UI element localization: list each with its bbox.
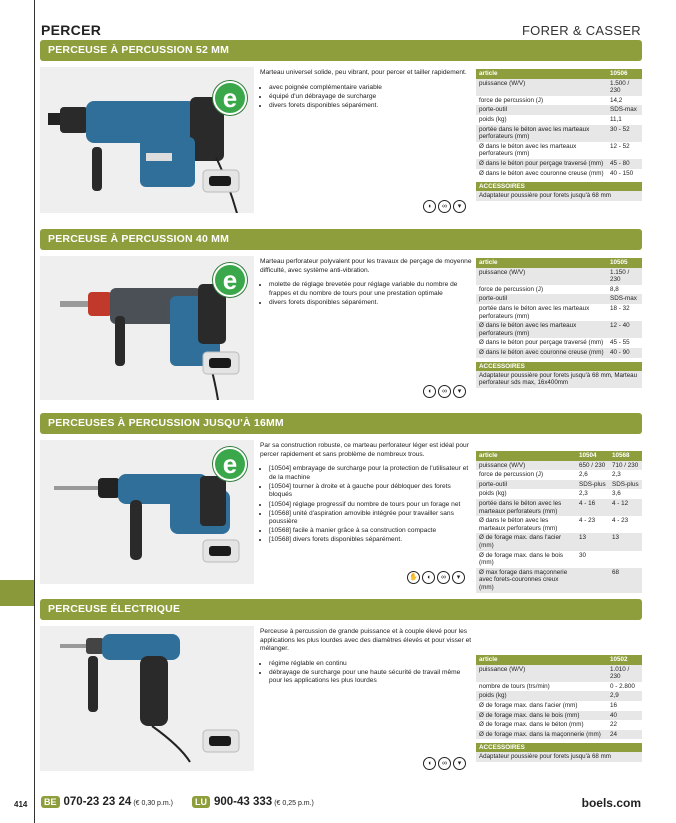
product-description <box>260 628 475 687</box>
accessories-title: ACCESSOIRES <box>476 362 642 371</box>
feature-item: • débrayage de surcharge pour une haute sécurité de travail même pour les applications les plus lourdes <box>269 669 475 686</box>
product-section-40mm <box>40 229 642 401</box>
category-title: PERCER <box>41 22 102 38</box>
spec-row: Ø dans le béton pour perçage traversé (mm) 45 - 80 <box>476 159 642 169</box>
spec-table <box>476 258 642 388</box>
spec-row: puissance (W/V) 1.500 / 230 <box>476 79 642 96</box>
spec-table <box>476 69 642 201</box>
accessories-text: Adaptateur poussière pour forets jusqu'à 68 mm, Marteau perforateur sds max, 16x400mm <box>476 371 642 388</box>
accessories-box <box>476 743 642 762</box>
section-title: PERCEUSE À PERCUSSION 52 MM <box>40 40 642 61</box>
spec-row: Ø de forage max. dans le bois (mm) 30 <box>479 551 587 567</box>
spec-row: Ø de forage max. dans l'acier (mm) 13 13 <box>476 533 642 550</box>
spec-row: Ø de forage max. dans l'acier (mm) 16 <box>479 701 618 709</box>
be-phone[interactable]: 070-23 23 24 <box>63 796 132 808</box>
accessories-box <box>476 362 642 388</box>
spec-row: poids (kg) 2,3 3,6 <box>479 490 621 498</box>
eco-badge: e <box>213 447 247 481</box>
spec-row: Ø dans le béton avec les marteaux perforateurs (mm) 12 - 40 <box>476 321 642 338</box>
goggles-icon: ∞ <box>438 385 451 398</box>
feature-item: • [10568] divers forets disponibles séparément. <box>269 536 472 545</box>
eco-badge: e <box>213 263 247 297</box>
feature-item: • [10504] réglage progressif du nombre de tours pour un forage net <box>269 501 472 510</box>
spec-row: Ø dans le béton avec les marteaux perforateurs (mm) 12 - 52 <box>479 142 630 158</box>
product-image-box <box>40 626 254 771</box>
goggles-icon: ∞ <box>437 571 450 584</box>
description-intro: Perceuse à percussion de grande puissance et à couple élevé pour les applications les plus lourdes avec des diamètres élevés et pour visser et mélanger. <box>260 628 472 653</box>
hand-icon: ✋ <box>407 571 420 584</box>
description-intro: Marteau universel solide, peu vibrant, pour percer et tailler rapidement. <box>260 69 467 76</box>
product-section-52mm <box>40 40 642 218</box>
feature-item: • régime réglable en continu <box>269 660 475 669</box>
safety-icons <box>407 571 465 584</box>
accessories-title: ACCESSOIRES <box>476 743 642 752</box>
feature-list <box>260 465 472 545</box>
lu-badge: LU <box>192 796 210 808</box>
feature-list <box>260 84 475 111</box>
spec-row: portée dans le béton avec les marteaux perforateurs (mm) 30 - 52 <box>476 125 642 142</box>
ear-protection-icon: ◖ <box>423 385 436 398</box>
feature-item: • molette de réglage brevetée pour réglage variable du nombre de frappes et du nombre de tours pour une prestation optimale <box>269 281 475 298</box>
spec-row: puissance (W/V) 650 / 230 710 / 230 <box>476 461 642 471</box>
eco-badge: e <box>213 81 247 115</box>
feature-item: • divers forets disponibles séparément. <box>269 299 475 308</box>
left-margin-rule <box>34 0 35 823</box>
spec-row: puissance (W/V) 1.010 / 230 <box>476 665 642 682</box>
belgium-contact <box>41 796 173 808</box>
spec-row: Ø de forage max. dans le béton (mm) 22 <box>479 721 618 729</box>
product-section-electric-drill <box>40 599 642 779</box>
accessories-title: ACCESSOIRES <box>476 182 642 191</box>
feature-item: • avec poignée complémentaire variable <box>269 84 475 93</box>
spec-row: Ø dans le béton avec couronne creuse (mm) 40 - 90 <box>476 348 642 358</box>
spec-header-row: article 10504 10568 <box>476 451 642 461</box>
spec-row: porte-outil SDS-plus SDS-plus <box>476 480 642 490</box>
spec-row: Ø max forage dans maçonnerie avec forets-couronnes creux (mm) 68 <box>476 568 642 593</box>
lu-rate: (€ 0,25 p.m.) <box>274 800 314 807</box>
spec-table <box>476 655 642 762</box>
website-link[interactable]: boels.com <box>581 796 641 810</box>
goggles-icon: ∞ <box>438 757 451 770</box>
spec-row: Ø dans le béton avec couronne creuse (mm) 40 - 150 <box>479 169 634 177</box>
spec-row: portée dans le béton avec les marteaux perforateurs (mm) 18 - 32 <box>479 304 630 320</box>
accessories-text: Adaptateur poussière pour forets jusqu'à 68 mm <box>476 752 642 762</box>
feature-item: • équipé d'un débrayage de surcharge <box>269 93 475 102</box>
feature-item: • [10568] facile à manier grâce à sa construction compacte <box>269 527 472 536</box>
impact-drill-image <box>40 626 254 771</box>
spec-row: Ø de forage max. dans le bois (mm) 40 <box>476 711 642 721</box>
spec-row: force de percussion (J) 2,6 2,3 <box>479 471 621 479</box>
product-description <box>260 442 472 546</box>
be-rate: (€ 0,30 p.m.) <box>133 800 173 807</box>
mask-icon: ▾ <box>453 757 466 770</box>
spec-row: porte-outil SDS-max <box>476 105 642 115</box>
mask-icon: ▾ <box>452 571 465 584</box>
chapter-tab <box>0 580 34 606</box>
accessories-text: Adaptateur poussière pour forets jusqu'à 68 mm <box>476 191 642 201</box>
page-footer <box>0 795 676 813</box>
accessories-box <box>476 182 642 201</box>
feature-item: • divers forets disponibles séparément. <box>269 102 475 111</box>
lu-phone[interactable]: 900-43 333 <box>214 796 273 808</box>
ear-protection-icon: ◖ <box>423 757 436 770</box>
product-description <box>260 258 475 308</box>
section-title: PERCEUSE À PERCUSSION 40 MM <box>40 229 642 250</box>
spec-header-row: article 10505 <box>476 258 642 268</box>
page-header <box>41 22 641 40</box>
spec-row: portée dans le béton avec les marteaux perforateurs (mm) 4 - 16 4 - 12 <box>476 499 642 516</box>
spec-row: Ø dans le béton avec les marteaux perforateurs (mm) 4 - 23 4 - 23 <box>479 517 629 532</box>
safety-icons <box>423 200 466 213</box>
safety-icons <box>423 757 466 770</box>
mask-icon: ▾ <box>453 385 466 398</box>
spec-header-row: article 10506 <box>476 69 642 79</box>
feature-item: • [10568] unité d'aspiration amovible intégrée pour travailler sans poussière <box>269 510 472 527</box>
feature-list <box>260 281 475 307</box>
spec-row: nombre de tours (trs/min) 0 - 2.800 <box>479 682 635 690</box>
ear-protection-icon: ◖ <box>423 200 436 213</box>
section-title: PERCEUSES À PERCUSSION JUSQU'À 16MM <box>40 413 642 434</box>
page-number: 414 <box>14 800 28 809</box>
spec-row: force de percussion (J) 14,2 <box>479 96 623 104</box>
spec-row: poids (kg) 11,1 <box>479 115 622 123</box>
feature-list <box>260 660 475 686</box>
product-section-16mm <box>40 413 642 591</box>
spec-row: porte-outil SDS-max <box>476 294 642 304</box>
ear-protection-icon: ◖ <box>422 571 435 584</box>
be-badge: BE <box>41 796 60 808</box>
product-description <box>260 69 475 111</box>
safety-icons <box>423 385 466 398</box>
spec-row: Ø dans le béton pour perçage traversé (mm) 45 - 55 <box>479 339 630 347</box>
spec-row: force de percussion (J) 8,8 <box>479 285 619 293</box>
spec-row: puissance (W/V) 1.150 / 230 <box>476 268 642 285</box>
description-intro: Marteau perforateur polyvalent pour les travaux de perçage de moyenne difficulté, avec système anti-vibration. <box>260 258 472 274</box>
luxembourg-contact <box>192 796 314 808</box>
spec-table <box>476 451 642 593</box>
spec-header-row: article 10502 <box>476 655 642 665</box>
feature-item: • [10504] embrayage de surcharge pour la protection de l'utilisateur et de la machine <box>269 465 472 482</box>
spec-row: Ø de forage max. dans la maçonnerie (mm) 24 <box>476 730 642 740</box>
spec-row: poids (kg) 2,9 <box>476 691 642 701</box>
feature-item: • [10504] tourner à droite et à gauche pour débloquer des forets bloqués <box>269 483 472 500</box>
goggles-icon: ∞ <box>438 200 451 213</box>
section-title: PERCEUSE ÉLECTRIQUE <box>40 599 642 620</box>
chapter-title: FORER & CASSER <box>521 23 641 38</box>
mask-icon: ▾ <box>453 200 466 213</box>
description-intro: Par sa construction robuste, ce marteau perforateur léger est idéal pour percer rapidement et sans problème de nombreux trous. <box>260 442 469 458</box>
